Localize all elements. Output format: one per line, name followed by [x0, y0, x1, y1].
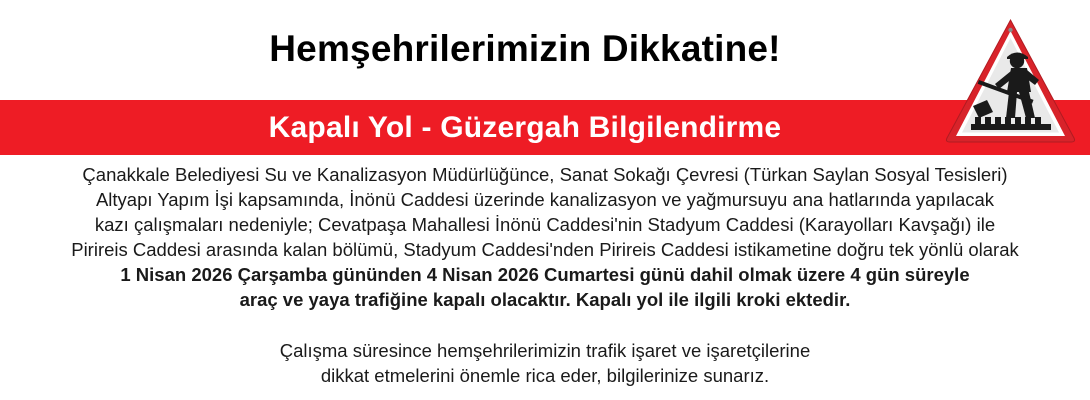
- body-text: [0, 162, 1090, 388]
- roadworks-warning-sign-icon: [943, 14, 1078, 149]
- subtitle-banner: [0, 100, 1090, 155]
- banner-title: Kapalı Yol - Güzergah Bilgilendirme: [268, 110, 782, 144]
- paragraph-spacer: [0, 312, 1090, 338]
- body-line-closure: araç ve yaya trafiğine kapalı olacaktır. Kapalı yol ile ilgili kroki ektedir.: [239, 289, 851, 310]
- body-line: Çanakkale Belediyesi Su ve Kanalizasyon Müdürlüğünce, Sanat Sokağı Çevresi (Türkan Saylan Sosyal Tesisleri): [82, 164, 1008, 185]
- body-line: kazı çalışmaları nedeniyle; Cevatpaşa Mahallesi İnönü Caddesi'nin Stadyum Caddesi (Karayolları Kavşağı) ile: [94, 214, 996, 235]
- page-title: Hemşehrilerimizin Dikkatine!: [269, 28, 781, 69]
- headline-zone: [0, 0, 1090, 98]
- body-line-dates: 1 Nisan 2026 Çarşamba gününden 4 Nisan 2026 Cumartesi günü dahil olmak üzere 4 gün süreyle: [120, 264, 970, 285]
- body-line: Çalışma süresince hemşehrilerimizin trafik işaret ve işaretçilerine: [279, 340, 811, 361]
- body-line: Pirireis Caddesi arasında kalan bölümü, Stadyum Caddesi'nden Pirireis Caddesi istikametine doğru tek yönlü olarak: [71, 239, 1019, 260]
- body-line: dikkat etmelerini önemle rica eder, bilgilerinize sunarız.: [320, 365, 770, 386]
- body-line: Altyapı Yapım İşi kapsamında, İnönü Caddesi üzerinde kanalizasyon ve yağmursuyu ana hatlarında yapılacak: [95, 189, 995, 210]
